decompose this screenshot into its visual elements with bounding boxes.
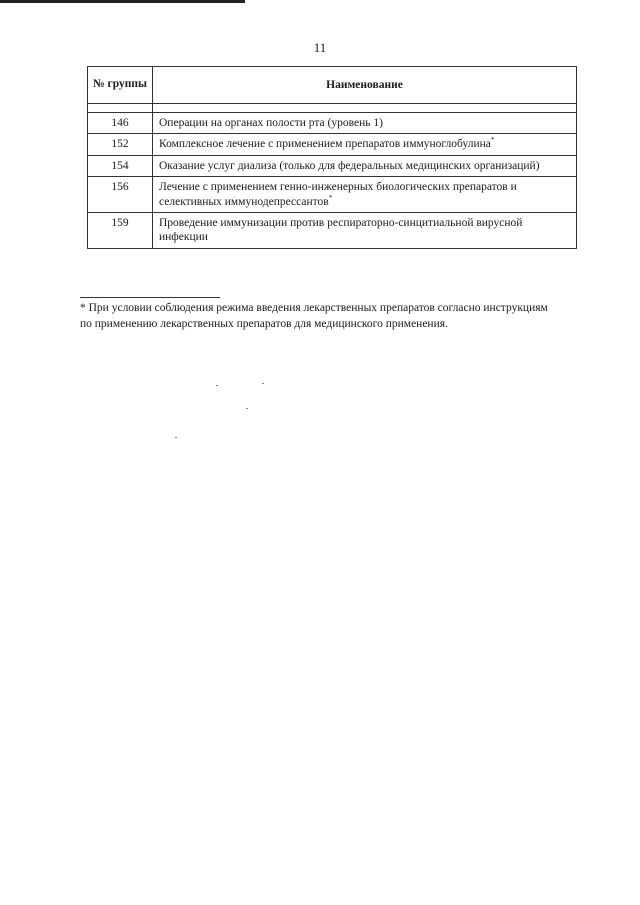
row-number: 146 [88,113,153,134]
row-name [153,155,577,176]
row-name [153,113,577,134]
scan-edge-mark [0,0,245,3]
table-row [88,155,577,176]
groups-table [87,66,577,249]
row-text: Оказание услуг диализа (только для федеральных медицинских организаций) [159,159,540,172]
scan-speck [246,408,248,409]
table-header-row [88,67,577,104]
row-text: Операции на органах полости рта (уровень 1) [159,117,383,129]
header-group-number: № группы [88,67,153,104]
table-row [88,134,577,155]
row-text: Проведение иммунизации против респираторно-синцитиальной вирусной инфекции [159,216,523,244]
row-footnote-mark: * [490,136,495,145]
page-number: 11 [313,40,327,55]
table-row [88,113,577,134]
table-row [88,212,577,248]
table-row [88,177,577,213]
scan-speck [216,385,218,386]
row-name [153,177,577,213]
row-number: 154 [88,155,153,176]
row-number: 152 [88,134,153,155]
scan-speck [175,437,177,438]
row-text: Лечение с применением генно-инженерных биологических препаратов и селективных иммунодепрессантов [159,181,517,208]
row-number: 159 [88,212,153,248]
table-spacer-row [88,104,577,113]
row-name [153,212,577,248]
footnote: * При условии соблюдения режима введения лекарственных препаратов согласно инструкциям по применению лекарственных препаратов для медицинского применения. [80,302,548,330]
scan-speck [262,383,264,384]
row-number: 156 [88,177,153,213]
row-footnote-mark: * [328,193,333,202]
row-name [153,134,577,155]
header-name: Наименование [153,67,577,104]
footnote-separator [80,297,220,298]
row-text: Комплексное лечение с применением препаратов иммуноглобулина [159,138,491,151]
